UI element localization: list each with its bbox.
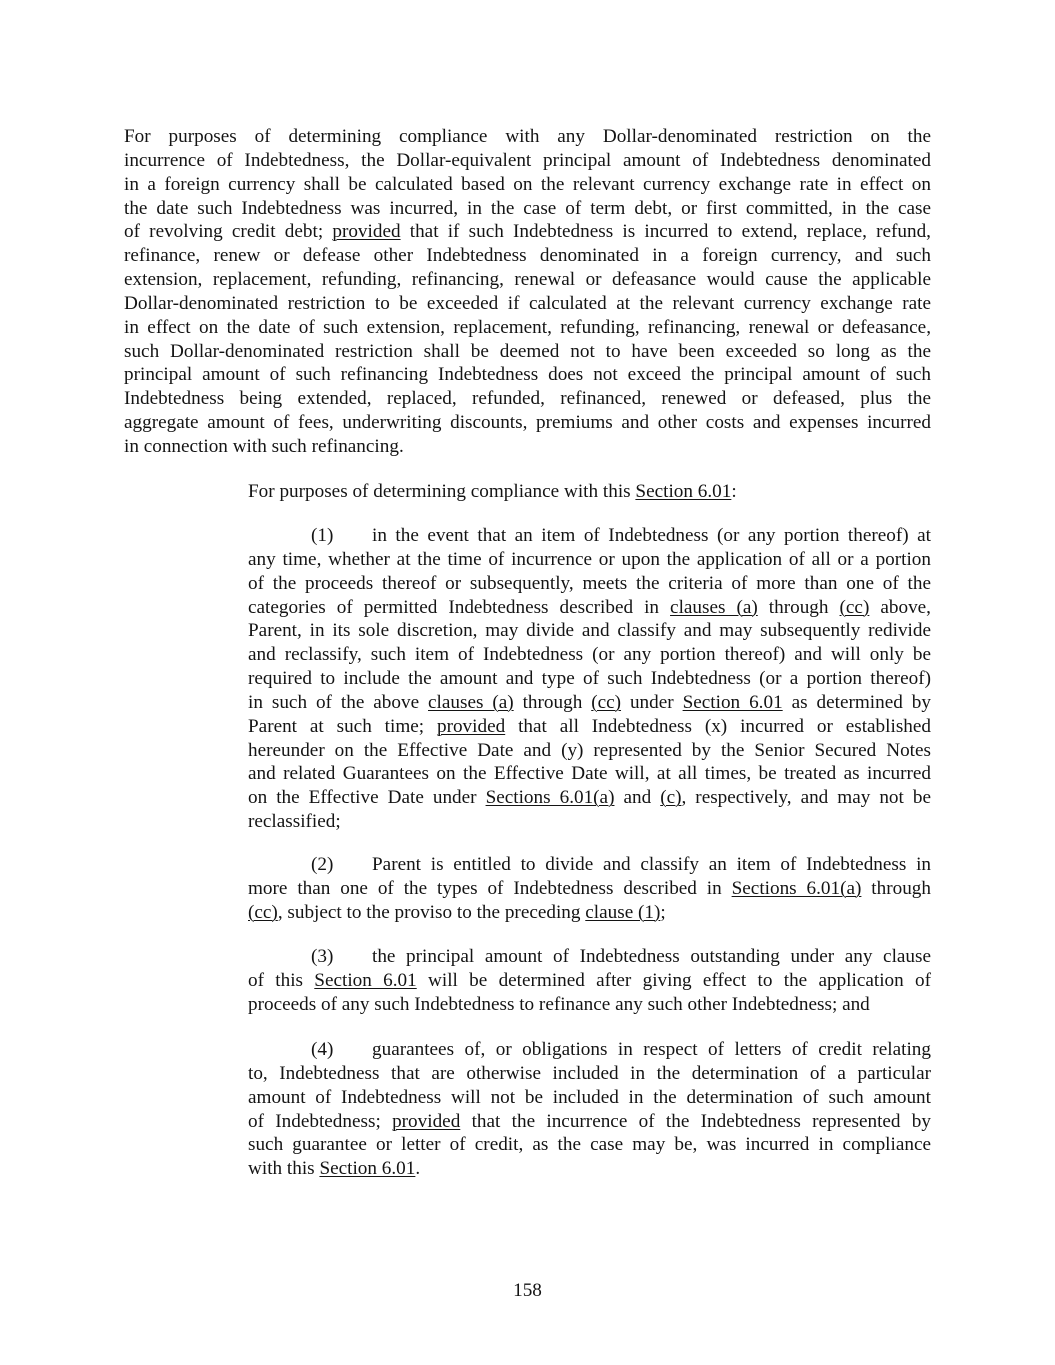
text-line: [248, 1038, 931, 1062]
text-segment: incurrence of Indebtedness, the Dollar-equivalent principal amount of Indebtedness denominated: [124, 149, 931, 171]
text-segment: in connection with such refinancing.: [124, 435, 404, 457]
text-line: [248, 480, 931, 504]
text-line: [248, 993, 931, 1017]
text-segment: :: [731, 481, 737, 502]
text-segment: through: [861, 877, 931, 899]
text-segment: such Dollar-denominated restriction shall be deemed not to have been exceeded so long as the: [124, 340, 931, 362]
text-segment: .: [415, 1158, 421, 1180]
text-segment: amount of Indebtedness will not be included in the determination of such amount: [248, 1086, 931, 1108]
text-segment: categories of permitted Indebtedness described in: [248, 596, 671, 618]
cross-reference-link: clause (1): [585, 901, 661, 923]
text-segment: any time, whether at the time of incurrence or upon the application of all or a portion: [248, 548, 931, 570]
text-line: [248, 969, 931, 993]
text-segment: Parent at such time;: [248, 715, 437, 737]
cross-reference-link: Section 6.01: [635, 481, 732, 502]
text-segment: For purposes of determining compliance with this: [248, 481, 636, 502]
text-line: [124, 387, 931, 411]
text-segment: the principal amount of Indebtedness outstanding under any clause: [372, 946, 931, 967]
clause-number: (3): [311, 946, 334, 967]
text-segment: required to include the amount and type of such Indebtedness (or a portion thereof): [248, 668, 931, 690]
cross-reference-link: clauses (a): [428, 691, 514, 713]
text-segment: of revolving credit debt;: [124, 221, 333, 243]
text-line: [248, 877, 931, 901]
text-line: [248, 548, 931, 572]
text-line: [124, 411, 931, 435]
text-segment: reclassified;: [248, 811, 341, 833]
text-line: [124, 149, 931, 173]
text-segment: through: [513, 691, 592, 713]
text-line: [248, 1086, 931, 1110]
paragraph-foreign-currency-compliance: [124, 125, 931, 459]
text-line: [248, 762, 931, 786]
text-segment: , subject to the proviso to the preceding: [277, 901, 586, 923]
text-line: [124, 268, 931, 292]
cross-reference-link: Section 6.01: [314, 969, 417, 991]
text-line: [248, 1157, 931, 1181]
cross-reference-link: (cc): [591, 691, 622, 713]
text-line: [124, 125, 931, 149]
text-segment: and reclassify, such item of Indebtedness (or any portion thereof) and will only be: [248, 644, 931, 666]
text-line: [248, 901, 931, 925]
text-segment: will be determined after giving effect to the application of: [416, 969, 931, 991]
cross-reference-link: provided: [392, 1110, 461, 1132]
text-line: [248, 572, 931, 596]
text-line: [124, 363, 931, 387]
text-line: [248, 619, 931, 643]
text-line: [248, 715, 931, 739]
text-segment: that all Indebtedness (x) incurred or established: [505, 715, 931, 737]
text-segment: ;: [660, 901, 666, 923]
text-line: [248, 691, 931, 715]
text-segment: in such of the above: [248, 691, 429, 713]
clause-2-paragraph: [248, 853, 931, 925]
text-segment: of the proceeds thereof or subsequently, meets the criteria of more than one of the: [248, 572, 931, 594]
text-segment: and: [614, 787, 661, 809]
text-segment: Indebtedness being extended, replaced, refunded, refinanced, renewed or defeased, plus the: [124, 388, 931, 410]
text-segment: of Indebtedness;: [248, 1110, 393, 1132]
text-line: [124, 173, 931, 197]
text-segment: Parent is entitled to divide and classify an item of Indebtedness in: [372, 854, 931, 875]
text-segment: with this: [248, 1158, 320, 1180]
text-line: [248, 643, 931, 667]
cross-reference-link: Section 6.01: [319, 1158, 416, 1180]
text-line: [124, 435, 931, 459]
text-line: [248, 853, 931, 877]
text-line: [248, 524, 931, 548]
text-line: [248, 739, 931, 763]
text-line: [248, 1133, 931, 1157]
text-segment: above,: [869, 596, 931, 618]
cross-reference-link: Sections 6.01(a): [731, 877, 862, 899]
text-segment: Parent, in its sole discretion, may divide and classify and may subsequently redivide: [248, 620, 931, 642]
text-segment: in the event that an item of Indebtedness (or any portion thereof) at: [372, 525, 931, 546]
text-line: [248, 786, 931, 810]
text-line: [248, 1110, 931, 1134]
text-line: [124, 197, 931, 221]
text-segment: more than one of the types of Indebtedness described in: [248, 877, 732, 899]
text-segment: principal amount of such refinancing Indebtedness does not exceed the principal amount of such: [124, 364, 931, 386]
clause-4-paragraph: [248, 1038, 931, 1181]
text-segment: hereunder on the Effective Date and (y) represented by the Senior Secured Notes: [248, 739, 931, 761]
clause-number: (2): [311, 854, 334, 875]
text-segment: , respectively, and may not be: [681, 787, 931, 809]
text-segment: in a foreign currency shall be calculated based on the relevant currency exchange rate in effect on: [124, 173, 931, 195]
text-segment: in effect on the date of such extension, replacement, refunding, refinancing, renewal or defeasance,: [124, 316, 931, 338]
clause-1-paragraph: [248, 524, 931, 834]
text-line: [124, 220, 931, 244]
cross-reference-link: clauses (a): [670, 596, 758, 618]
cross-reference-link: provided: [436, 715, 506, 737]
clause-number: (1): [311, 525, 334, 546]
text-segment: extension, replacement, refunding, refinancing, renewal or defeasance would cause the applicable: [124, 269, 931, 291]
text-line: [248, 667, 931, 691]
text-line: [124, 340, 931, 364]
text-segment: that if such Indebtedness is incurred to extend, replace, refund,: [400, 221, 931, 243]
text-line: [248, 596, 931, 620]
clause-3-paragraph: [248, 945, 931, 1017]
text-segment: on the Effective Date under: [248, 787, 486, 809]
text-line: [248, 1062, 931, 1086]
text-line: [124, 316, 931, 340]
text-segment: proceeds of any such Indebtedness to refinance any such other Indebtedness; and: [248, 993, 870, 1015]
text-segment: refinance, renew or defease other Indebtedness denominated in a foreign currency, and such: [124, 245, 931, 267]
text-segment: the date such Indebtedness was incurred, in the case of term debt, or first committed, in the case: [124, 197, 931, 219]
text-segment: that the incurrence of the Indebtedness represented by: [460, 1110, 931, 1132]
text-segment: of this: [248, 969, 315, 991]
text-segment: For purposes of determining compliance with any Dollar-denominated restriction on the: [124, 126, 931, 147]
text-line: [124, 292, 931, 316]
cross-reference-link: Section 6.01: [682, 691, 783, 713]
text-segment: such guarantee or letter of credit, as the case may be, was incurred in compliance: [248, 1134, 931, 1156]
text-segment: through: [757, 596, 840, 618]
paragraph-section-compliance-lead: [248, 480, 931, 504]
cross-reference-link: provided: [332, 221, 401, 243]
cross-reference-link: (cc): [248, 901, 278, 923]
text-segment: under: [621, 691, 683, 713]
text-line: [124, 244, 931, 268]
text-line: [248, 810, 931, 834]
text-segment: as determined by: [782, 691, 931, 713]
text-segment: to, Indebtedness that are otherwise included in the determination of a particular: [248, 1062, 931, 1084]
cross-reference-link: Sections 6.01(a): [485, 787, 615, 809]
text-segment: and related Guarantees on the Effective Date will, at all times, be treated as incurred: [248, 763, 931, 785]
text-segment: Dollar-denominated restriction to be exceeded if calculated at the relevant currency exchange rate: [124, 292, 931, 314]
text-segment: aggregate amount of fees, underwriting discounts, premiums and other costs and expenses incurred: [124, 412, 931, 434]
cross-reference-link: (c): [660, 787, 682, 809]
text-segment: guarantees of, or obligations in respect of letters of credit relating: [372, 1039, 931, 1060]
text-line: [248, 945, 931, 969]
page-number: 158: [513, 1280, 542, 1301]
cross-reference-link: (cc): [839, 596, 870, 618]
clause-number: (4): [311, 1039, 334, 1060]
